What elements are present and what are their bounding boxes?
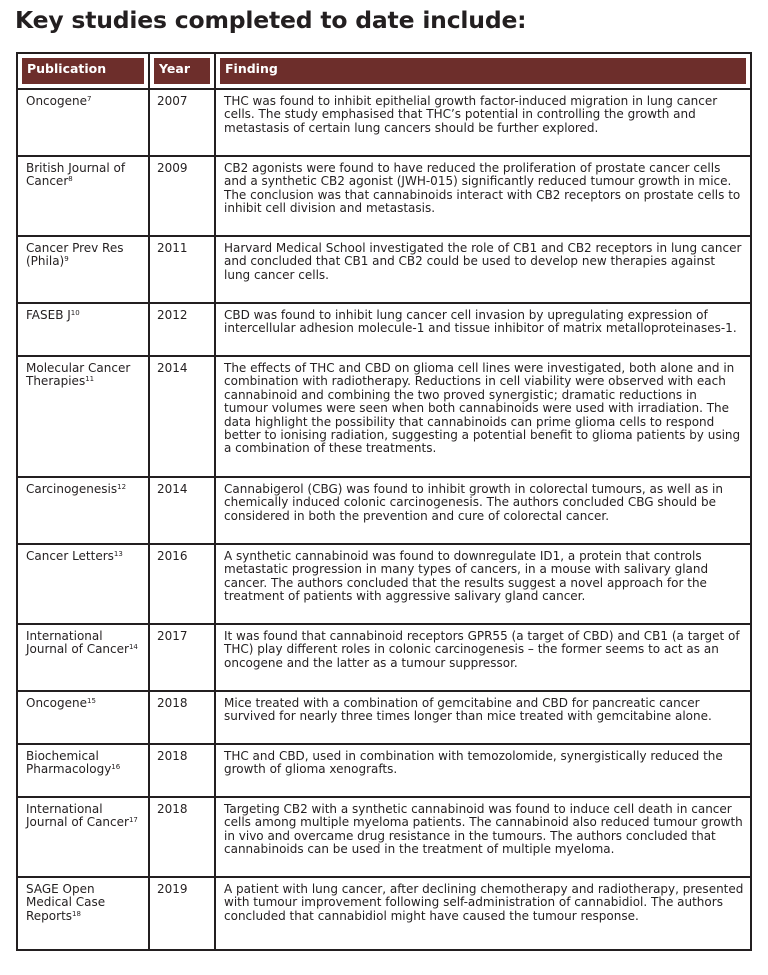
table-row xyxy=(18,357,752,478)
publication-cell xyxy=(18,90,150,157)
reference-number: 18 xyxy=(72,909,81,918)
year-cell: 2018 xyxy=(150,798,216,878)
year-cell: 2007 xyxy=(150,90,216,157)
reference-number: 15 xyxy=(86,697,96,705)
table-row xyxy=(18,798,752,878)
publication-cell xyxy=(18,878,150,951)
table-row xyxy=(18,90,752,157)
publication-name: British Journal of Cancer xyxy=(26,161,126,189)
reference-number: 7 xyxy=(86,95,92,103)
publication-name: FASEB J xyxy=(26,308,71,322)
publication-cell xyxy=(18,798,150,878)
reference-number: 8 xyxy=(68,175,73,184)
page-heading: Key studies completed to date include: xyxy=(15,6,527,34)
finding-cell: THC and CBD, used in combination with temozolomide, synergistically reduced the growth of glioma xenografts. xyxy=(216,745,752,798)
finding-cell: CBD was found to inhibit lung cancer cell invasion by upregulating expression of intercellular adhesion molecule-1 and tissue inhibitor of matrix metalloproteinases-1. xyxy=(216,304,752,357)
reference-number: 9 xyxy=(64,255,69,264)
year-cell: 2018 xyxy=(150,692,216,745)
year-cell: 2009 xyxy=(150,157,216,237)
finding-cell: Cannabigerol (CBG) was found to inhibit growth in colorectal tumours, as well as in chemically induced colonic carcinogenesis. The authors concluded CBG should be considered in both the prevention and cure of colorectal cancer. xyxy=(216,478,752,545)
publication-cell xyxy=(18,478,150,545)
reference-number: 12 xyxy=(117,483,127,491)
publication-name: International Journal of Cancer xyxy=(26,629,129,657)
reference-number: 14 xyxy=(128,643,138,652)
publication-cell xyxy=(18,157,150,237)
publication-cell xyxy=(18,357,150,478)
column-header-publication: Publication xyxy=(18,54,150,90)
table-body xyxy=(18,90,752,951)
table-row xyxy=(18,745,752,798)
table-header xyxy=(18,54,752,90)
reference-number: 13 xyxy=(113,550,123,558)
finding-cell: THC was found to inhibit epithelial growth factor-induced migration in lung cancer cells. The study emphasised that THC’s potential in controlling the growth and metastasis of certain lung cancers should be further explored. xyxy=(216,90,752,157)
finding-cell: The effects of THC and CBD on glioma cell lines were investigated, both alone and in combination with radiotherapy. Reductions in cell viability were observed with each cannabinoid and combining the two proved synergistic; dramatic reductions in tumour volumes were seen when both cannabinoids were used with irradiation. The data highlight the possibility that cannabinoids can prime glioma cells to respond better to ionising radiation, suggesting a potential benefit to glioma patients by using a combination of these treatments. xyxy=(216,357,752,478)
year-cell: 2019 xyxy=(150,878,216,951)
finding-cell: Mice treated with a combination of gemcitabine and CBD for pancreatic cancer survived for nearly three times longer than mice treated with gemcitabine alone. xyxy=(216,692,752,745)
finding-cell: A patient with lung cancer, after declining chemotherapy and radiotherapy, presented with tumour improvement following self-administration of cannabidiol. The authors concluded that cannabidiol might have caused the tumour response. xyxy=(216,878,752,951)
publication-cell xyxy=(18,545,150,625)
finding-cell: It was found that cannabinoid receptors GPR55 (a target of CBD) and CB1 (a target of THC) play different roles in colonic carcinogenesis – the former seems to act as an oncogene and the latter as a tumour suppressor. xyxy=(216,625,752,692)
reference-number: 16 xyxy=(111,763,121,772)
finding-cell: Targeting CB2 with a synthetic cannabinoid was found to induce cell death in cancer cells among multiple myeloma patients. The cannabinoid also reduced tumour growth in vivo and overcame drug resistance in the tumours. The authors concluded that cannabinoids can be used in the treatment of multiple myeloma. xyxy=(216,798,752,878)
publication-name: Oncogene xyxy=(26,696,87,710)
publication-cell xyxy=(18,625,150,692)
reference-number: 10 xyxy=(70,309,80,317)
publication-name: Carcinogenesis xyxy=(26,482,118,496)
table-row xyxy=(18,625,752,692)
header-row xyxy=(18,54,752,90)
reference-number: 17 xyxy=(128,816,138,825)
year-cell: 2017 xyxy=(150,625,216,692)
publication-name: Biochemical Pharmacology xyxy=(26,749,112,777)
publication-cell xyxy=(18,745,150,798)
table-row xyxy=(18,692,752,745)
studies-table xyxy=(16,52,752,951)
year-cell: 2016 xyxy=(150,545,216,625)
column-header-finding: Finding xyxy=(216,54,752,90)
publication-cell xyxy=(18,304,150,357)
publication-name: Oncogene xyxy=(26,94,87,108)
finding-cell: CB2 agonists were found to have reduced the proliferation of prostate cancer cells and a synthetic CB2 agonist (JWH-015) significantly reduced tumour growth in mice. The conclusion was that cannabinoids interact with CB2 receptors on prostate cells to inhibit cell division and metastasis. xyxy=(216,157,752,237)
publication-name: SAGE Open Medical Case Reports xyxy=(26,882,106,923)
publication-name: Cancer Prev Res (Phila) xyxy=(26,241,124,269)
publication-name: Molecular Cancer Therapies xyxy=(26,361,131,389)
finding-cell: Harvard Medical School investigated the role of CB1 and CB2 receptors in lung cancer and concluded that CB1 and CB2 could be used to develop new therapies against lung cancer cells. xyxy=(216,237,752,304)
table-row xyxy=(18,157,752,237)
finding-cell: A synthetic cannabinoid was found to downregulate ID1, a protein that controls metastatic progression in many types of cancers, in a mouse with salivary gland cancer. The authors concluded that the results suggest a novel approach for the treatment of patients with aggressive salivary gland cancer. xyxy=(216,545,752,625)
publication-cell xyxy=(18,237,150,304)
year-cell: 2014 xyxy=(150,357,216,478)
reference-number: 11 xyxy=(85,375,95,384)
table-row xyxy=(18,304,752,357)
year-cell: 2018 xyxy=(150,745,216,798)
table-row xyxy=(18,237,752,304)
year-cell: 2014 xyxy=(150,478,216,545)
table-row xyxy=(18,478,752,545)
year-cell: 2011 xyxy=(150,237,216,304)
publication-name: International Journal of Cancer xyxy=(26,802,129,830)
column-header-year: Year xyxy=(150,54,216,90)
publication-name: Cancer Letters xyxy=(26,549,114,563)
table-row xyxy=(18,878,752,951)
publication-cell xyxy=(18,692,150,745)
year-cell: 2012 xyxy=(150,304,216,357)
table-row xyxy=(18,545,752,625)
